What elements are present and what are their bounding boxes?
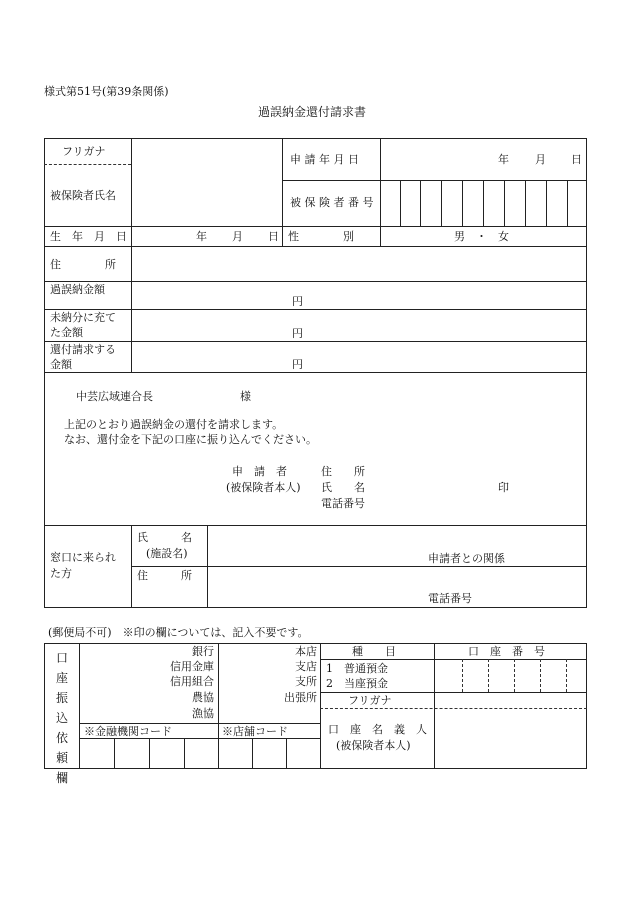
seal-mark: 印: [498, 481, 509, 494]
overpaid-yen: 円: [292, 295, 303, 308]
branch-type-shiten: 支店: [295, 660, 317, 673]
request-line-1: 上記のとおり過誤納金の還付を請求します。: [64, 418, 284, 431]
applicant-phone: 電話番号: [321, 497, 365, 510]
inst-type-bank: 銀行: [192, 645, 214, 658]
apply-date-year: 年: [498, 153, 509, 166]
birth-year: 年: [196, 230, 207, 243]
form-title: 過誤納金還付請求書: [258, 105, 367, 119]
account-kind-current: 2 当座預金: [326, 677, 388, 690]
branch-type-shucchosho: 出張所: [284, 691, 317, 704]
branch-type-honten: 本店: [295, 645, 317, 658]
visitor-address-label: 住 所: [137, 569, 192, 582]
visitor-name-label: 氏 名: [137, 531, 192, 544]
form-number: 様式第51号(第39条関係): [44, 85, 169, 98]
relation-label: 申請者との関係: [428, 552, 505, 565]
overpaid-label: 過誤納金額: [50, 283, 105, 296]
inst-type-shinkumi: 信用組合: [170, 675, 214, 688]
applicant-address: 住 所: [321, 465, 365, 478]
account-holder-sub: (被保険者本人): [336, 739, 411, 752]
unpaid-label-2: た金額: [50, 326, 83, 339]
account-kind-ordinary: 1 普通預金: [326, 662, 388, 675]
holder-furigana-label: フリガナ: [348, 694, 392, 707]
applicant-name: 氏 名: [321, 481, 365, 494]
bank-note: (郵便局不可) ※印の欄については、記入不要です。: [48, 626, 309, 639]
visitor-phone-label: 電話番号: [428, 592, 472, 605]
visitor-facility-label: (施設名): [146, 547, 188, 560]
request-line-2: なお、還付金を下記の口座に振り込んでください。: [64, 433, 317, 446]
insured-name-label: 被保険者氏名: [50, 189, 116, 202]
birthdate-label: 生 年 月 日: [50, 230, 127, 243]
window-label-2: た方: [50, 567, 72, 580]
inst-type-shinkin: 信用金庫: [170, 660, 214, 673]
account-number-header: 口 座 番 号: [468, 645, 545, 658]
insured-number-label: 被 保 険 者 番 号: [290, 196, 374, 209]
furigana-label: フリガナ: [62, 145, 106, 158]
unpaid-label-1: 未納分に充て: [50, 311, 116, 324]
address-label: 住 所: [50, 258, 116, 271]
applicant-sub: (被保険者本人): [226, 481, 301, 494]
window-label-1: 窓口に来られ: [50, 551, 116, 564]
apply-date-label: 申 請 年 月 日: [290, 153, 359, 166]
sex-label: 性 別: [288, 230, 354, 243]
birth-month: 月: [232, 230, 243, 243]
bank-side-label: 口 座 振 込 依 頼 欄: [55, 651, 68, 785]
inst-type-gyokyo: 漁協: [192, 707, 214, 720]
account-kind-header: 種 目: [352, 645, 396, 658]
branch-type-shisho: 支所: [295, 675, 317, 688]
apply-date-month: 月: [535, 153, 546, 166]
addressee-sama: 様: [240, 390, 251, 403]
sex-options: 男 ・ 女: [454, 230, 509, 243]
inst-type-nokyo: 農協: [192, 691, 214, 704]
refund-label-2: 金額: [50, 358, 72, 371]
apply-date-day: 日: [571, 153, 582, 166]
account-holder-label: 口 座 名 義 人: [328, 723, 427, 736]
unpaid-yen: 円: [292, 327, 303, 340]
addressee: 中芸広域連合長: [76, 390, 153, 403]
inst-code-label: ※金融機関コード: [84, 725, 172, 738]
applicant-label: 申 請 者: [232, 465, 287, 478]
branch-code-label: ※店舗コード: [222, 725, 288, 738]
birth-day: 日: [268, 230, 279, 243]
refund-label-1: 還付請求する: [50, 343, 116, 356]
refund-yen: 円: [292, 358, 303, 371]
